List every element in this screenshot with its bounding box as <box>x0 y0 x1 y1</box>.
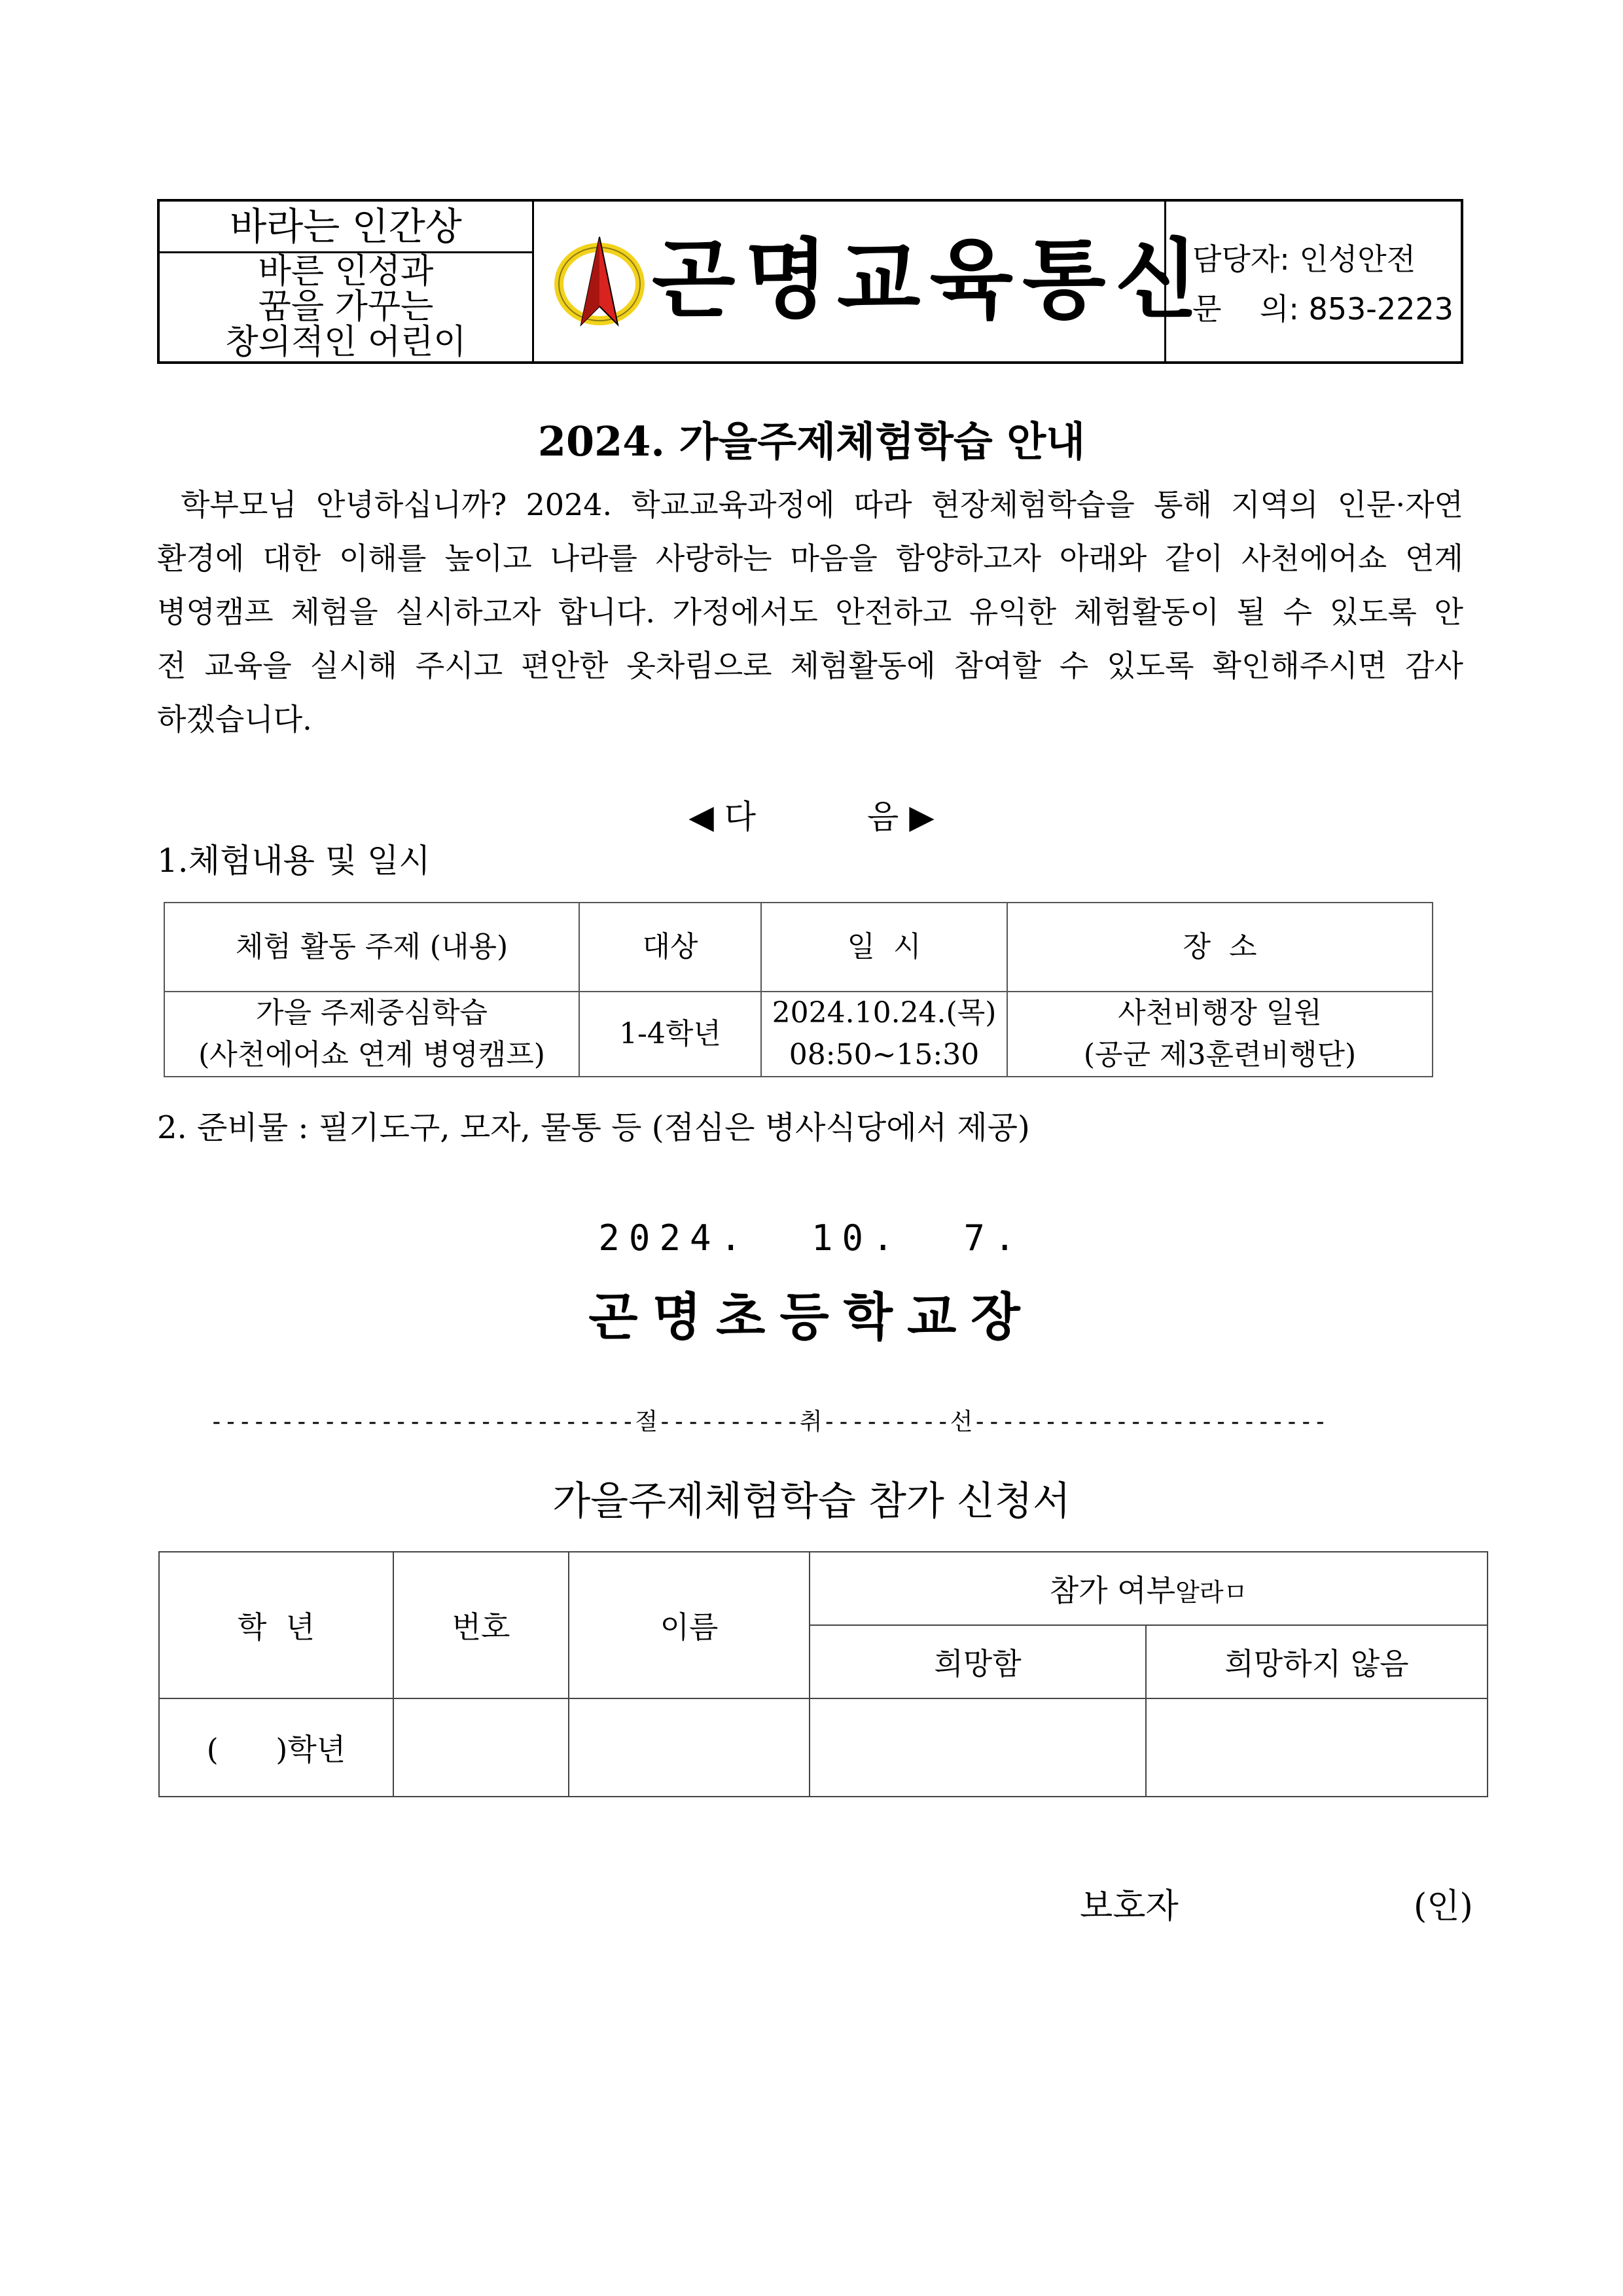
participation-label: 참가 여부 <box>1049 1573 1176 1608</box>
topic-line: 가을 주제중심학습 <box>255 996 488 1030</box>
contact-panel <box>1166 202 1461 361</box>
intro-line: 전 교육을 실시해 주시고 편안한 옷차림으로 체험활동에 참여할 수 있도록 확인해주시면 감사 <box>157 648 1463 683</box>
header-no: 희망하지 않음 <box>1146 1625 1488 1698</box>
cut-line: ------------------------------절----------취---------선------------------------- <box>209 1408 1328 1435</box>
form-title: 가을주제체험학습 참가 신청서 <box>552 1479 1071 1524</box>
contact-person: 담당자: 인성안전 <box>1192 242 1416 277</box>
number-input[interactable] <box>393 1698 569 1797</box>
intro-paragraph <box>157 478 1463 746</box>
header-place: 장 소 <box>1007 903 1433 992</box>
header-name: 이름 <box>569 1552 810 1698</box>
datetime-line: 08:50~15:30 <box>789 1038 980 1071</box>
header-target: 대상 <box>579 903 761 992</box>
newsletter-header <box>157 199 1463 364</box>
principal-signature: 곤명초등학교장 <box>588 1287 1035 1347</box>
header-participation <box>810 1552 1488 1625</box>
yes-input[interactable] <box>810 1698 1146 1797</box>
cell-datetime <box>761 992 1007 1077</box>
section2-supplies: 2. 준비물 : 필기도구, 모자, 물통 등 (점심은 병사식당에서 제공) <box>157 1109 1030 1146</box>
table-row <box>164 992 1433 1077</box>
motto-title: 바라는 인간상 <box>160 202 532 253</box>
motto-line: 바른 인성과 <box>258 252 434 291</box>
cell-place <box>1007 992 1433 1077</box>
grade-input[interactable]: ( )학년 <box>159 1698 393 1797</box>
motto-body <box>160 254 532 360</box>
motto-line: 꿈을 가꾸는 <box>258 287 434 327</box>
guardian-label: 보호자 <box>1080 1887 1179 1926</box>
header-yes: 희망함 <box>810 1625 1146 1698</box>
no-input[interactable] <box>1146 1698 1488 1797</box>
header-datetime: 일 시 <box>761 903 1007 992</box>
contact-phone: 문 의: 853-2223 <box>1192 291 1454 327</box>
notice-right: 음 ▶ <box>867 798 935 836</box>
header-topic: 체험 활동 주제 (내용) <box>164 903 579 992</box>
place-line: (공군 제3훈련비행단) <box>1083 1038 1357 1071</box>
cell-topic <box>164 992 579 1077</box>
cell-target: 1-4학년 <box>579 992 761 1077</box>
topic-line: (사천에어쇼 연계 병영캠프) <box>198 1038 545 1071</box>
brand-panel <box>534 202 1208 361</box>
header-grade: 학 년 <box>159 1552 393 1698</box>
school-logo-icon <box>554 233 645 331</box>
document-title: 2024. 가을주제체험학습 안내 <box>537 418 1086 465</box>
datetime-line: 2024.10.24.(목) <box>772 996 997 1030</box>
notice-marker <box>0 797 1623 836</box>
application-table <box>158 1551 1488 1797</box>
activity-table <box>164 902 1433 1077</box>
intro-line: 병영캠프 체험을 실시하고자 합니다. 가정에서도 안전하고 유익한 체험활동이 될 수 있도록 안 <box>157 594 1463 630</box>
participation-note: 알라ㅁ <box>1175 1578 1248 1607</box>
table-header-row <box>164 903 1433 992</box>
motto-panel <box>160 202 534 361</box>
intro-line: 학부모님 안녕하십니까? 2024. 학교교육과정에 따라 현장체험학습을 통해 지역의 인문·자연 <box>181 487 1463 522</box>
seal-label: (인) <box>1414 1887 1473 1926</box>
intro-line: 환경에 대한 이해를 높이고 나라를 사랑하는 마음을 함양하고자 아래와 같이 사천에어쇼 연계 <box>157 541 1463 576</box>
place-line: 사천비행장 일원 <box>1118 996 1322 1030</box>
motto-line: 창의적인 어린이 <box>225 323 467 362</box>
section1-heading: 1.체험내용 및 일시 <box>157 842 431 880</box>
form-header-row <box>159 1552 1488 1625</box>
header-number: 번호 <box>393 1552 569 1698</box>
issue-date: 2024. 10. 7. <box>598 1217 1025 1259</box>
intro-line: 하겠습니다. <box>157 702 312 737</box>
brand-title: 곤명교육통신 <box>652 230 1208 331</box>
name-input[interactable] <box>569 1698 810 1797</box>
notice-left: ◀ 다 <box>688 798 756 836</box>
form-entry-row <box>159 1698 1488 1797</box>
